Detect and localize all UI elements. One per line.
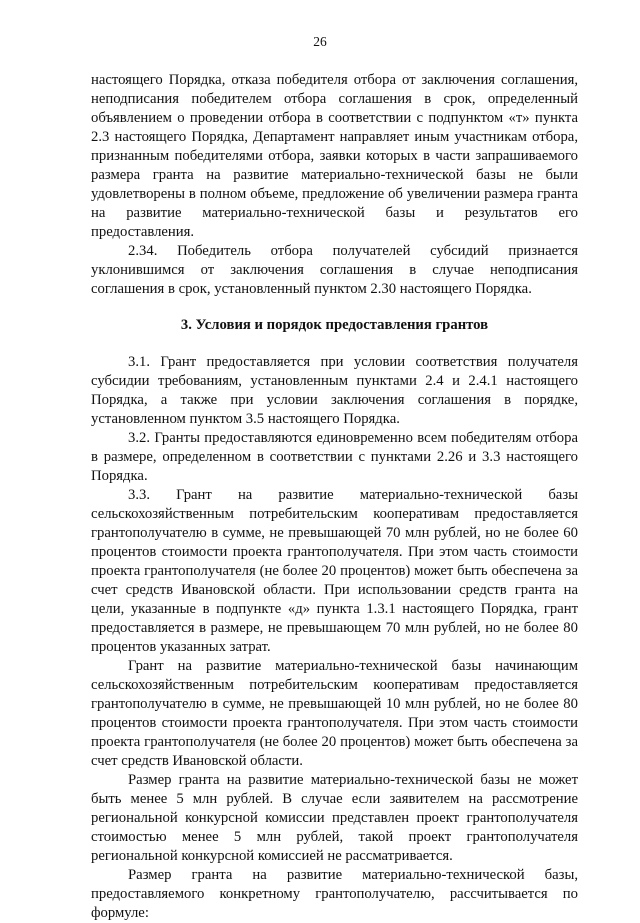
paragraph-grant-formula: Размер гранта на развитие материально-технической базы, предоставляемого конкретному грантополучателю, рассчитывается по формуле: xyxy=(91,867,578,921)
paragraph-3-1: 3.1. Грант предоставляется при условии соответствия получателя субсидии требованиям, установленным пунктами 2.4 и 2.4.1 настоящего Порядка, а также при условии заключения соглашения в порядке, установленном пунктом 3.5 настоящего Порядка. xyxy=(91,354,578,427)
paragraph-3-2: 3.2. Гранты предоставляются единовременно всем победителям отбора в размере, определенном в соответствии с пунктами 2.26 и 3.3 настоящего Порядка. xyxy=(91,430,578,484)
section-heading: 3. Условия и порядок предоставления грантов xyxy=(180,317,489,333)
page-number: 26 xyxy=(313,34,327,49)
paragraph-grant-beginning-cooperatives: Грант на развитие материально-технической базы начинающим сельскохозяйственным потребительским кооперативам предоставляется грантополучателю в сумме, не превышающей 10 млн рублей, но не более 80 процентов стоимости проекта грантополучателя. При этом часть стоимости проекта грантополучателя (не более 20 процентов) может быть обеспечена за счет средств Ивановской области. xyxy=(91,658,578,769)
document-body xyxy=(91,71,578,923)
paragraph-2-34: 2.34. Победитель отбора получателей субсидий признается уклонившимся от заключения соглашения в случае неподписания соглашения в срок, установленный пунктом 2.30 настоящего Порядка. xyxy=(91,243,578,297)
paragraph-3-3: 3.3. Грант на развитие материально-технической базы сельскохозяйственным потребительским кооперативам предоставляется грантополучателю в сумме, не превышающей 70 млн рублей, но не более 60 процентов стоимости проекта грантополучателя. При этом часть стоимости проекта грантополучателя (не более 20 процентов) может быть обеспечена за счет средств Ивановской области. При использовании средств гранта на цели, указанные в подпункте «д» пункта 1.3.1 настоящего Порядка, грант предоставляется в размере, не превышающем 70 млн рублей, но не более 80 процентов указанных затрат. xyxy=(91,487,578,655)
paragraph-grant-minimum: Размер гранта на развитие материально-технической базы не может быть менее 5 млн рублей. В случае если заявителем на рассмотрение региональной конкурсной комиссии представлен проект грантополучателя стоимостью менее 5 млн рублей, такой проект грантополучателя региональной конкурсной комиссией не рассматривается. xyxy=(91,772,578,864)
paragraph-continuation: настоящего Порядка, отказа победителя отбора от заключения соглашения, неподписания победителем отбора соглашения в срок, определенный объявлением о проведении отбора в соответствии с подпунктом «т» пункта 2.3 настоящего Порядка, Департамент направляет иным участникам отбора, признанным победителями отбора, заявки которых в части запрашиваемого размера гранта на развитие материально-технической базы не были удовлетворены в полном объеме, предложение об увеличении размера гранта на развитие материально-технической базы и результатов его предоставления. xyxy=(91,72,578,240)
